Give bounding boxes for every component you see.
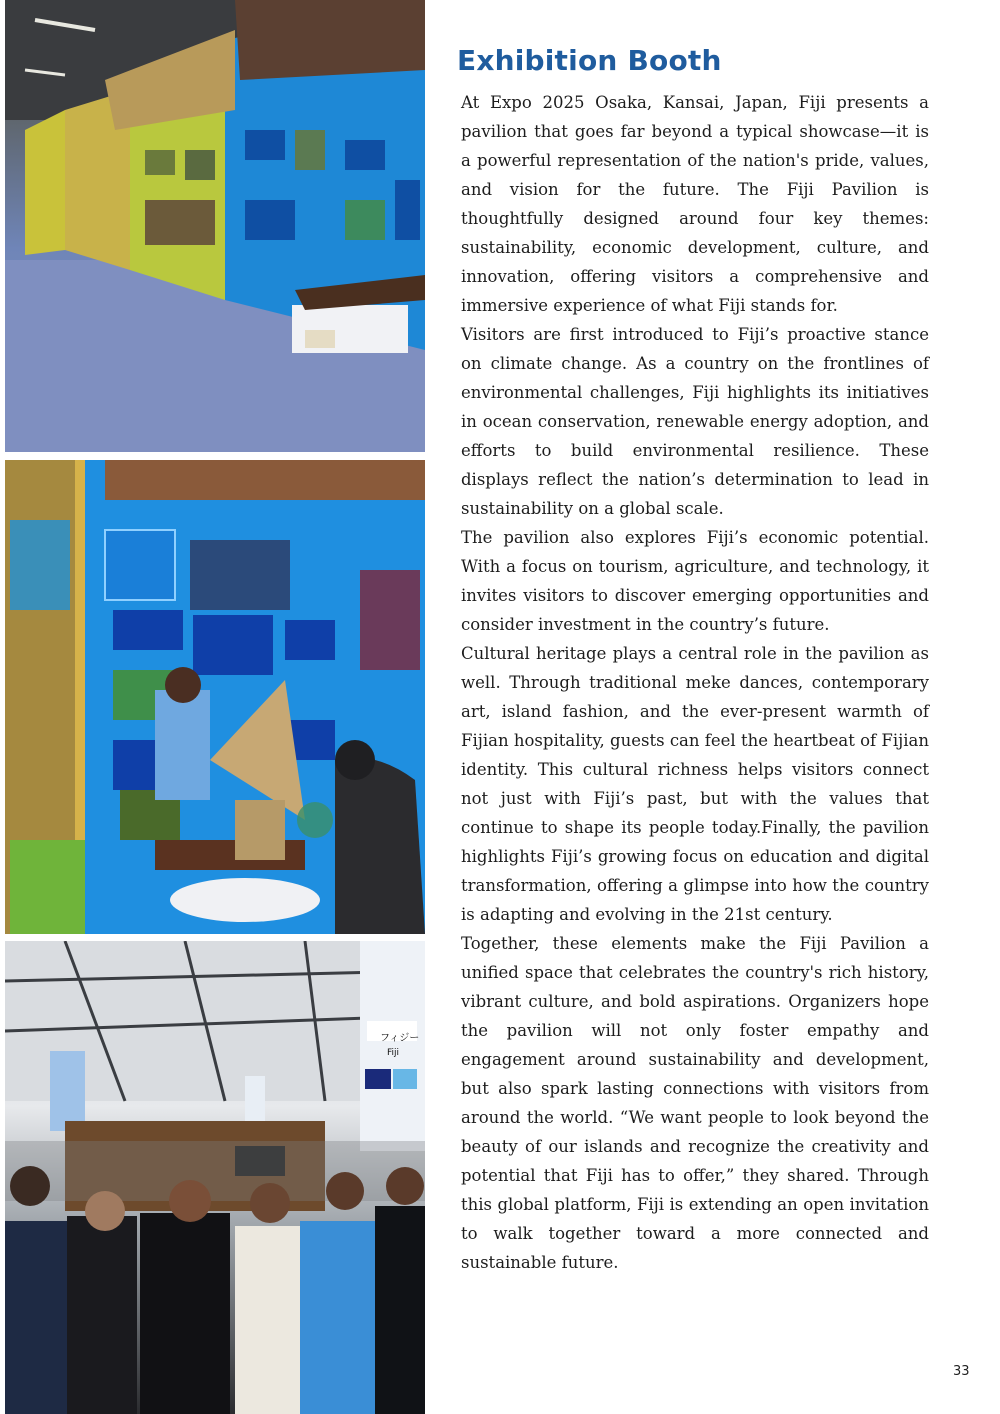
paragraph-climate: Visitors are first introduced to Fiji’s proactive stance on climate change. As a country on the frontlines of environmental challenges, Fiji highlights its initiatives in ocean conservation, renewable energy adoption, and efforts to build environmental resilience. These displays reflect the nation’s determination to lead in sustainability on a global scale. xyxy=(461,325,929,518)
banner-jp-label: フィジー xyxy=(380,1033,420,1044)
paragraph-culture: Cultural heritage plays a central role in the pavilion as well. Through traditional meke dances, contemporary art, island fashion, and the ever-present warmth of Fijian hospitality, guests can feel the heartbeat of Fijian identity. This cultural richness helps visitors connect not just with Fiji’s past, but with the values that continue to shape its people today.Finally, the pavilion highlights Fiji’s growing focus on education and digital transformation, offering a glimpse into how the country is adapting and evolving in the 21st century. xyxy=(461,644,929,924)
article-body xyxy=(461,88,929,1277)
paragraph-conclusion: Together, these elements make the Fiji Pavilion a unified space that celebrates the country's rich history, vibrant culture, and bold aspirations. Organizers hope the pavilion will not only foster empathy and engagement around sustainability and development, but also spark lasting connections with visitors from around the world. “We want people to look beyond the beauty of our islands and recognize the creativity and potential that Fiji has to offer,” they shared. Through this global platform, Fiji is extending an open invitation to walk together toward a more connected and sustainable future. xyxy=(461,934,929,1272)
canoe-display-photo xyxy=(5,460,425,934)
delegation-group-photo xyxy=(5,941,425,1414)
banner-en-label: Fiji xyxy=(387,1048,400,1058)
booth-overview-photo xyxy=(5,0,425,452)
page-title: Exhibition Booth xyxy=(457,44,722,77)
page-number: 33 xyxy=(953,1364,970,1379)
paragraph-economy: The pavilion also explores Fiji’s economic potential. With a focus on tourism, agriculture, and technology, it invites visitors to discover emerging opportunities and consider investment in the country’s future. xyxy=(461,528,929,634)
paragraph-intro: At Expo 2025 Osaka, Kansai, Japan, Fiji presents a pavilion that goes far beyond a typical showcase—it is a powerful representation of the nation's pride, values, and vision for the future. The Fiji Pavilion is thoughtfully designed around four key themes: sustainability, economic development, culture, and innovation, offering visitors a comprehensive and immersive experience of what Fiji stands for. xyxy=(461,93,929,315)
